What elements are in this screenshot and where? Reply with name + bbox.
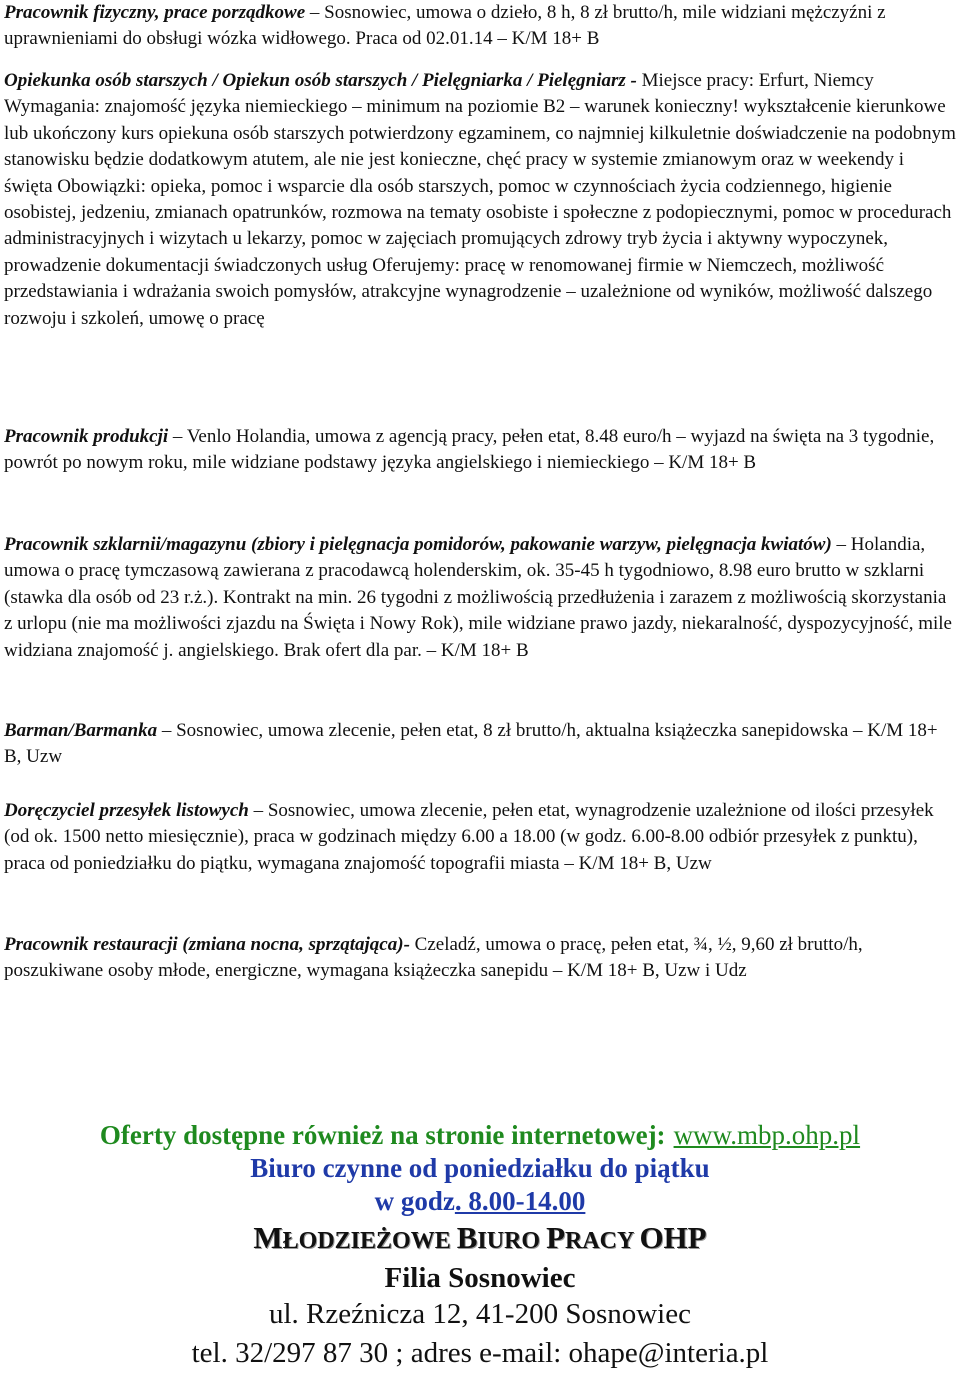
hours-prefix: w godz [374, 1186, 455, 1216]
address: ul. Rzeźnicza 12, 41-200 Sosnowiec [268, 1298, 691, 1330]
job-title: Opiekunka osób starszych / Opiekun osób starszych / Pielęgniarka / Pielęgniarz - [4, 70, 637, 91]
office-name-part: M [253, 1220, 283, 1255]
job-listing [4, 0, 957, 53]
website-line [0, 1120, 960, 1151]
job-title: Pracownik fizyczny, prace porządkowe [4, 2, 306, 23]
office-name [0, 1220, 960, 1256]
office-name-part: RACY [565, 1228, 640, 1254]
job-listing [4, 68, 957, 332]
job-description: Czeladź, umowa o pracę, pełen etat, ¾, ½, 9,60 zł brutto/h, poszukiwane osoby młode, energiczne, wymagana książeczka sanepidu – K/M 18+ B, Uzw i Udz [4, 934, 863, 982]
job-listing [4, 424, 957, 477]
office-name-part: ŁODZIEŻOWE [282, 1228, 457, 1254]
job-title: Pracownik szklarnii/magazynu (zbiory i pielęgnacja pomidorów, pakowanie warzyw, pielęgnacja kwiatów) [4, 534, 832, 555]
contact-info: tel. 32/297 87 30 ; adres e-mail: ohape@interia.pl [191, 1337, 769, 1369]
job-listing [4, 798, 957, 877]
job-title: Barman/Barmanka [4, 720, 158, 741]
job-title: Pracownik produkcji [4, 426, 169, 447]
job-listing [4, 532, 957, 664]
job-listing [4, 718, 957, 771]
job-title: Pracownik restauracji (zmiana nocna, sprzątająca)- [4, 934, 410, 955]
office-name-part: OHP [639, 1220, 707, 1255]
office-hours-days: Biuro czynne od poniedziałku do piątku [250, 1153, 710, 1183]
job-description: – Sosnowiec, umowa zlecenie, pełen etat, 8 zł brutto/h, aktualna książeczka sanepidowska – K/M 18+ B, Uzw [4, 720, 938, 768]
office-name-part: P [546, 1220, 565, 1255]
office-name-part: IURO [477, 1228, 547, 1254]
office-name-part: B [456, 1220, 478, 1255]
job-description: Miejsce pracy: Erfurt, Niemcy Wymagania: znajomość języka niemieckiego – minimum na poziomie B2 – warunek konieczny! wykształcenie kierunkowe lub ukończony kurs opiekuna osób starszych potwierdzony egzaminem, co najmniej kilkuletnie doświadczenie na podobnym stanowisku będzie dodatkowym atutem, ale nie jest konieczne, chęć pracy w systemie zmianowym oraz w weekendy i święta Obowiązki: opieka, pomoc i wsparcie dla osób starszych, pomoc w czynnościach życia codziennego, higienie osobistej, jedzeniu, zmianach opatrunków, rozmowa na tematy osobiste i społeczne z podopiecznymi, pomoc w procedurach administracyjnych i wizytach u lekarzy, pomoc w zajęciach promujących zdrowy tryb życia i aktywny wypoczynek, prowadzenie dokumentacji świadczonych usług Oferujemy: pracę w renomowanej firmie w Niemczech, możliwość przedstawiania i wdrażania swoich pomysłów, atrakcyjne wynagrodzenie – uzależnione od wyników, możliwość dalszego rozwoju i szkoleń, umowę o pracę [4, 70, 956, 329]
office-hours-time [0, 1186, 960, 1217]
job-description: – Sosnowiec, umowa zlecenie, pełen etat, wynagrodzenie uzależnione od ilości przesyłek (od ok. 1500 netto miesięcznie), praca w godzinach między 6.00 a 18.00 (w godz. 6.00-8.00 odbiór przesyłek z punktu), praca od poniedziałku do piątku, wymagana znajomość topografii miasta – K/M 18+ B, Uzw [4, 800, 934, 874]
job-listing [4, 932, 957, 985]
job-title: Doręczyciel przesyłek listowych [4, 800, 249, 821]
offers-text: Oferty dostępne również na stronie internetowej: [99, 1120, 666, 1150]
website-link[interactable]: www.mbp.ohp.pl [673, 1120, 861, 1150]
branch-name: Filia Sosnowiec [384, 1262, 576, 1294]
hours-time: . 8.00-14.00 [454, 1186, 586, 1216]
job-description: – Sosnowiec, umowa o dzieło, 8 h, 8 zł brutto/h, mile widziani mężczyźni z uprawnieniami do obsługi wózka widłowego. Praca od 02.01.14 – K/M 18+ B [4, 2, 886, 50]
job-description: – Holandia, umowa o pracę tymczasową zawierana z pracodawcą holenderskim, ok. 35-45 h tygodniowo, 8.98 euro brutto w szklarni (stawka dla osób od 23 r.ż.). Kontrakt na min. 26 tygodni z możliwością przedłużenia i zarazem z możliwością skorzystania z urlopu (nie ma możliwości zjazdu na Święta i Nowy Rok), mile widziane prawo jazdy, niekaralność, dyspozycyjność, mile widziana znajomość j. angielskiego. Brak ofert dla par. – K/M 18+ B [4, 534, 952, 661]
job-description: – Venlo Holandia, umowa z agencją pracy, pełen etat, 8.48 euro/h – wyjazd na święta na 3 tygodnie, powrót po nowym roku, mile widziane podstawy języka angielskiego i niemieckiego – K/M 18+ B [4, 426, 935, 474]
